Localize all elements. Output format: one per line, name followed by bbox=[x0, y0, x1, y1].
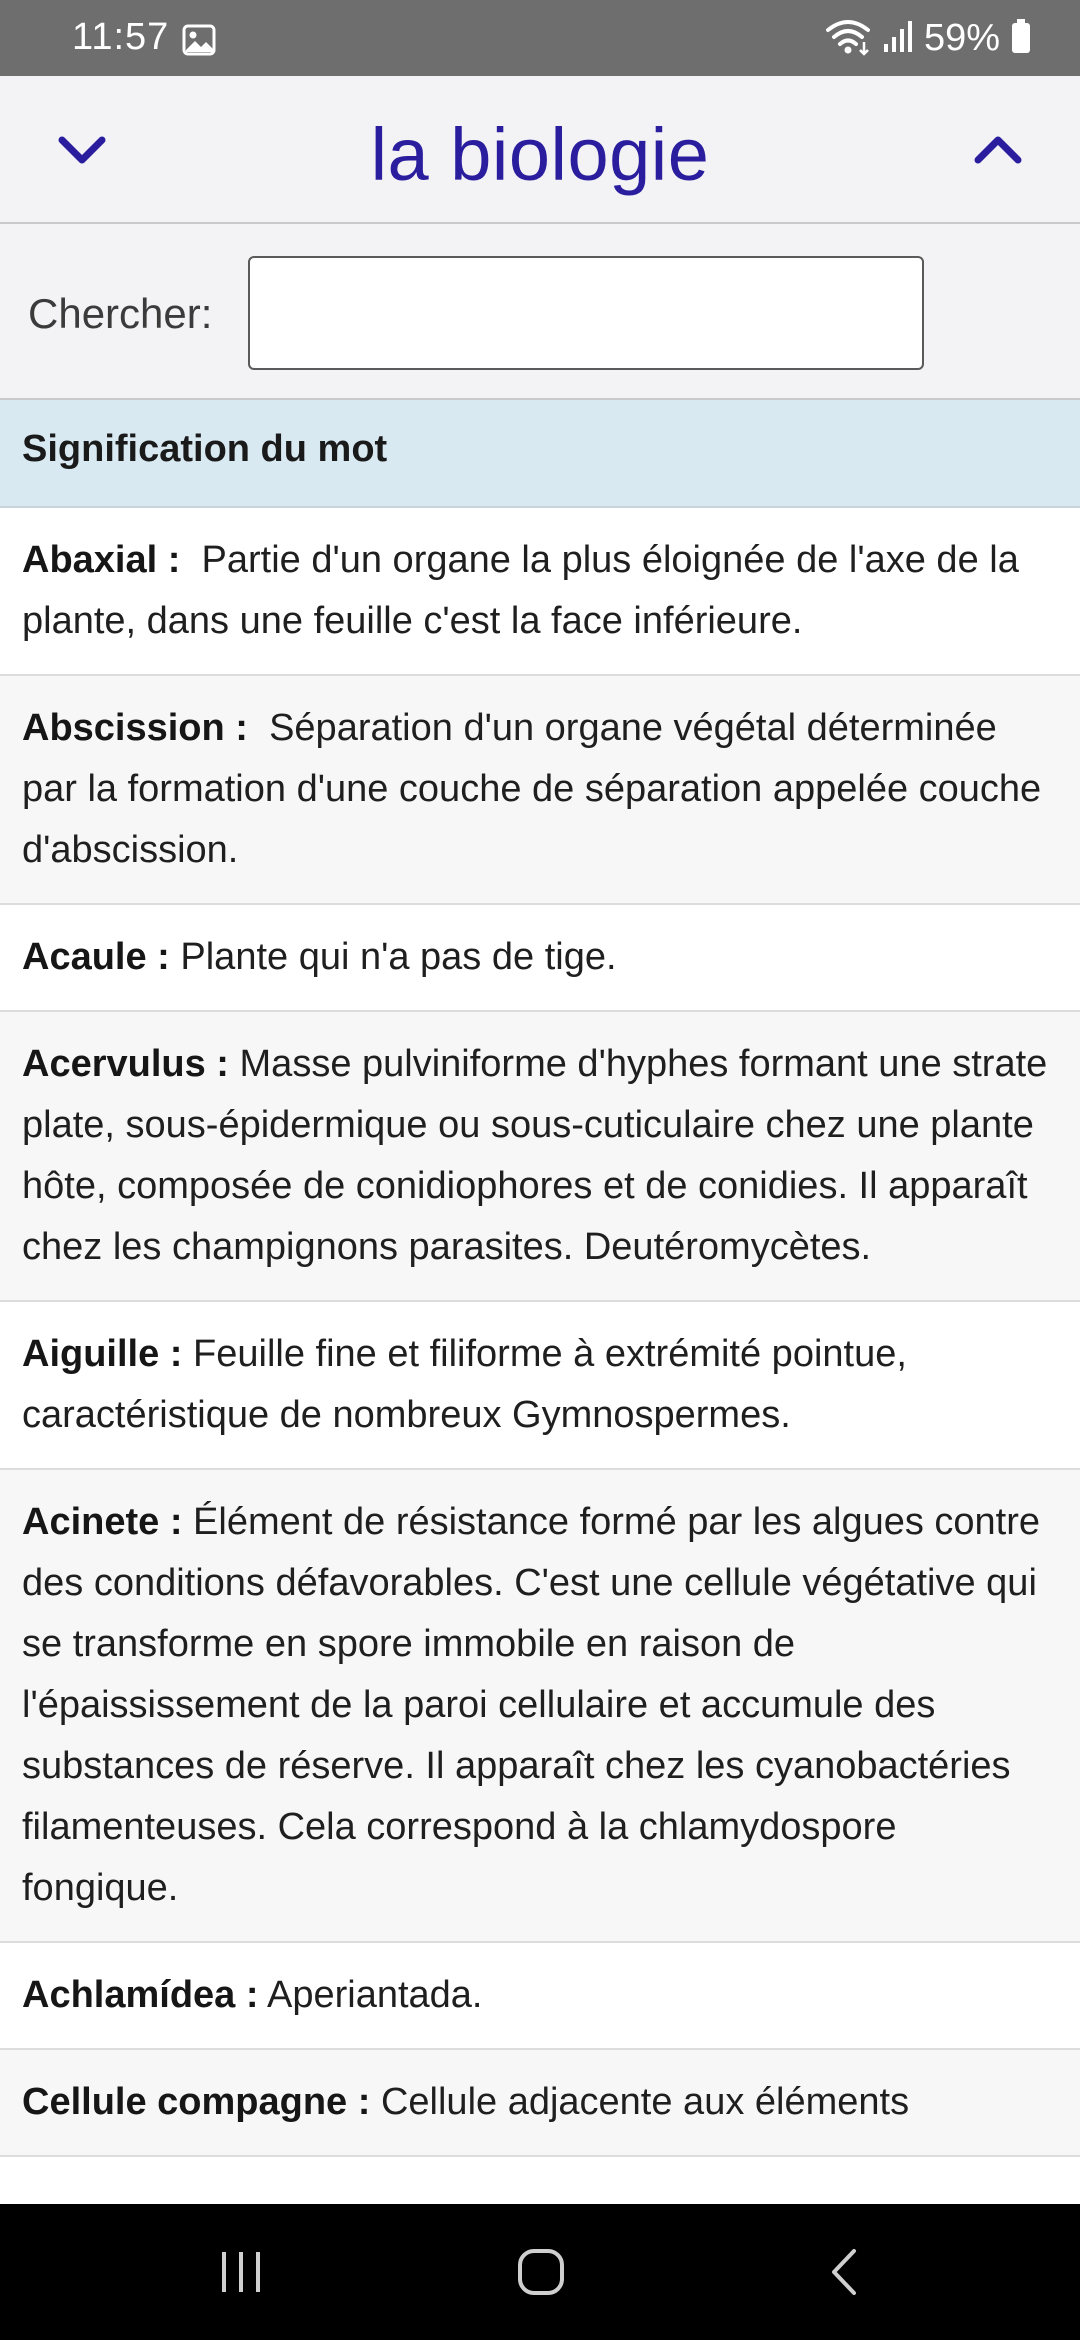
chevron-down-icon[interactable] bbox=[36, 104, 128, 196]
battery-icon bbox=[1010, 18, 1032, 59]
wifi-icon bbox=[824, 16, 872, 61]
chevron-up-icon[interactable] bbox=[952, 104, 1044, 196]
glossary-list bbox=[0, 508, 1080, 2157]
entry-definition: Cellule adjacente aux éléments bbox=[380, 2081, 910, 2123]
entry-term: Acaule : bbox=[22, 936, 170, 978]
status-time: 11:57 bbox=[72, 16, 170, 58]
signal-icon bbox=[882, 18, 914, 59]
list-item[interactable] bbox=[0, 1012, 1080, 1302]
search-input[interactable] bbox=[248, 256, 924, 370]
entry-term: Acinete : bbox=[22, 1501, 183, 1543]
entry-definition: Partie d'un organe la plus éloignée de l'axe de la plante, dans une feuille c'est la face inférieure. bbox=[22, 539, 1019, 642]
list-item[interactable] bbox=[0, 1470, 1080, 1943]
entry-term: Achlamídea : bbox=[22, 1974, 259, 2016]
entry-term: Abaxial : bbox=[22, 539, 181, 581]
entry-definition: Feuille fine et filiforme à extrémité pointue, caractéristique de nombreux Gymnospermes. bbox=[22, 1333, 907, 1436]
entry-definition: Masse pulviniforme d'hyphes formant une strate plate, sous-épidermique ou sous-cuticulaire chez une plante hôte, composée de conidiophores et de conidies. Il apparaît chez les champignons parasites. Deutéromycètes. bbox=[22, 1043, 1048, 1268]
list-item[interactable] bbox=[0, 508, 1080, 676]
nav-bar bbox=[0, 2204, 1080, 2340]
search-bar bbox=[0, 224, 1080, 400]
list-item[interactable] bbox=[0, 676, 1080, 905]
list-item[interactable] bbox=[0, 1943, 1080, 2050]
entry-term: Acervulus : bbox=[22, 1043, 229, 1085]
photo-icon bbox=[182, 24, 216, 56]
entry-definition: Plante qui n'a pas de tige. bbox=[180, 936, 617, 978]
entry-definition: Élément de résistance formé par les algues contre des conditions défavorables. C'est une cellule végétative qui se transforme en spore immobile en raison de l'épaississement de la paroi cellulaire et accumule des substances de réserve. Il apparaît chez les cyanobactéries filamenteuses. Cela correspond à la chlamydospore fongique. bbox=[22, 1501, 1041, 1909]
home-icon[interactable] bbox=[486, 2232, 596, 2312]
back-icon[interactable] bbox=[790, 2232, 900, 2312]
entry-term: Aiguille : bbox=[22, 1333, 183, 1375]
battery-percent: 59% bbox=[923, 16, 1000, 59]
entry-definition: Séparation d'un organe végétal déterminée par la formation d'une couche de séparation appelée couche d'abscission. bbox=[22, 707, 1042, 871]
page-title: la biologie bbox=[370, 113, 710, 196]
app-header bbox=[0, 76, 1080, 224]
recent-apps-icon[interactable] bbox=[186, 2232, 296, 2312]
status-bar bbox=[0, 0, 1080, 76]
table-header bbox=[0, 400, 1080, 508]
entry-definition: Aperiantada. bbox=[267, 1974, 483, 2016]
entry-term: Cellule compagne : bbox=[22, 2081, 371, 2123]
list-item[interactable] bbox=[0, 2050, 1080, 2157]
status-icons bbox=[824, 16, 1032, 60]
list-item[interactable] bbox=[0, 905, 1080, 1012]
search-label: Chercher: bbox=[28, 290, 213, 337]
entry-term: Abscission : bbox=[22, 707, 248, 749]
list-item[interactable] bbox=[0, 1302, 1080, 1470]
table-header-label: Signification du mot bbox=[22, 428, 388, 470]
